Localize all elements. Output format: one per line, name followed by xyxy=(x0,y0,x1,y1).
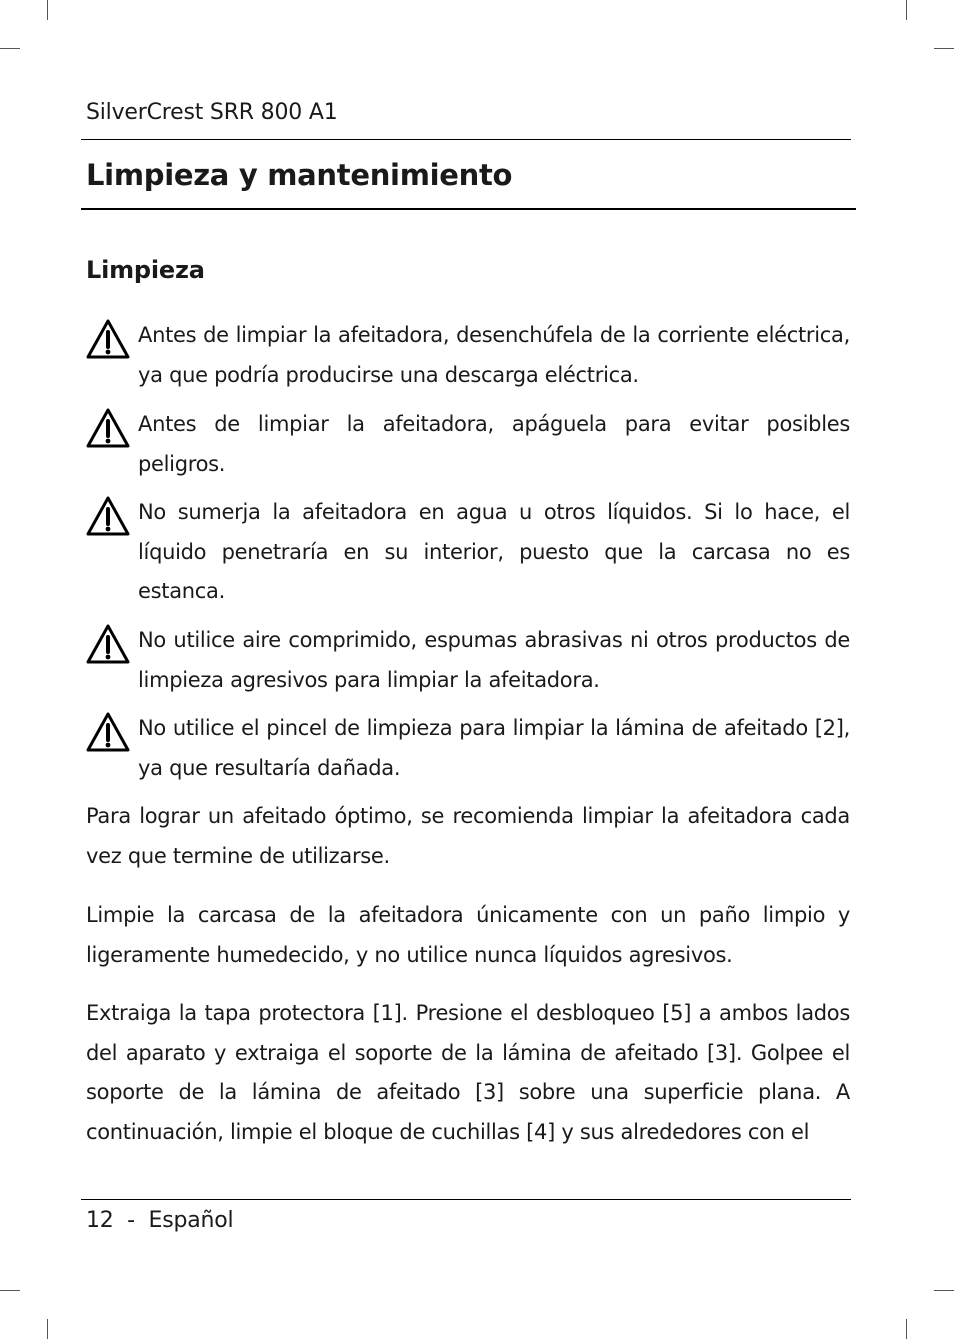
warning-text: No utilice el pincel de limpieza para limpiar la lámina de afeitado [2], ya que resultaría dañada. xyxy=(138,716,850,780)
header-rule xyxy=(81,139,851,140)
body-paragraph: Extraiga la tapa protectora [1]. Presione el desbloqueo [5] a ambos lados del aparato y extraiga el soporte de la lámina de afeitado [3]. Golpee el soporte de la lámina de afeitado [3] sobre una superficie plana. A continuación, limpie el bloque de cuchillas [4] y sus alrededores con el xyxy=(86,1001,850,1144)
crop-mark xyxy=(906,1319,907,1339)
warning-triangle-icon xyxy=(86,496,130,536)
warning-text: No utilice aire comprimido, espumas abrasivas ni otros productos de limpieza agresivos para limpiar la afeitadora. xyxy=(138,628,850,692)
page-title: Limpieza y mantenimiento xyxy=(86,158,513,192)
crop-mark xyxy=(906,0,907,20)
warning-text: No sumerja la afeitadora en agua u otros líquidos. Si lo hace, el líquido penetraría en su interior, puesto que la carcasa no es estanca. xyxy=(138,500,850,603)
warning-item xyxy=(86,493,850,613)
crop-mark xyxy=(47,0,48,20)
section-title: Limpieza xyxy=(86,256,205,284)
crop-mark xyxy=(0,48,20,49)
body-paragraph: Limpie la carcasa de la afeitadora únicamente con un paño limpio y ligeramente humedecido, y no utilice nunca líquidos agresivos. xyxy=(86,903,850,967)
warning-triangle-icon xyxy=(86,624,130,664)
warning-triangle-icon xyxy=(86,712,130,752)
warning-text: Antes de limpiar la afeitadora, apáguela para evitar posibles peligros. xyxy=(138,412,850,476)
warning-text: Antes de limpiar la afeitadora, desenchúfela de la corriente eléctrica, ya que podría producirse una descarga eléctrica. xyxy=(138,323,850,387)
warning-item xyxy=(86,405,850,495)
crop-mark xyxy=(934,1290,954,1291)
title-rule xyxy=(81,208,856,210)
body-paragraph: Para lograr un afeitado óptimo, se recomienda limpiar la afeitadora cada vez que termine de utilizarse. xyxy=(86,804,850,868)
running-header: SilverCrest SRR 800 A1 xyxy=(86,100,338,125)
crop-mark xyxy=(0,1290,20,1291)
warning-item xyxy=(86,709,850,799)
warning-triangle-icon xyxy=(86,319,130,359)
footer-rule xyxy=(81,1199,851,1200)
warning-item xyxy=(86,316,850,406)
page-number: 12 - Español xyxy=(86,1208,234,1233)
crop-mark xyxy=(934,48,954,49)
warning-item xyxy=(86,621,850,711)
warning-triangle-icon xyxy=(86,408,130,448)
crop-mark xyxy=(47,1319,48,1339)
